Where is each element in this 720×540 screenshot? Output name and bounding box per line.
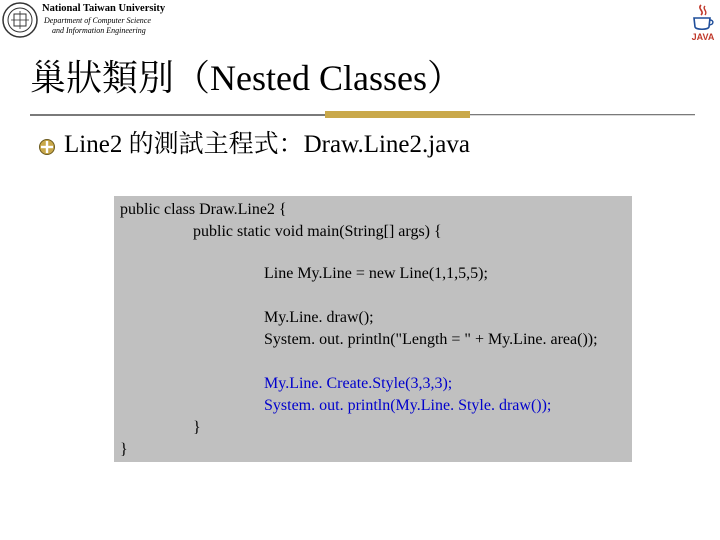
code-line: } [193,419,201,436]
department-line-2: and Information Engineering [52,26,146,35]
code-line: public static void main(String[] args) { [193,223,442,240]
title-underline-shadow [470,115,695,116]
code-line-highlight: System. out. println(My.Line. Style. draw()); [264,397,552,414]
code-line: System. out. println("Length = " + My.Line. area()); [264,331,598,348]
ntu-seal-icon [2,2,38,38]
code-block [114,196,632,462]
bullet-text: Line2 的測試主程式：Draw.Line2.java [64,131,470,158]
title-underline-accent [325,111,470,118]
code-line-highlight: My.Line. Create.Style(3,3,3); [264,375,453,392]
code-line: Line My.Line = new Line(1,1,5,5); [264,265,488,282]
code-line: My.Line. draw(); [264,309,374,326]
code-line: public class Draw.Line2 { [120,201,287,218]
department-line-1: Department of Computer Science [44,16,151,25]
bullet-icon [38,138,56,156]
java-logo-icon [688,2,718,42]
code-line: } [120,441,128,458]
university-name: National Taiwan University [42,3,166,14]
svg-text:JAVA: JAVA [691,32,715,42]
slide-title: 巢狀類別（Nested Classes） [30,58,463,98]
